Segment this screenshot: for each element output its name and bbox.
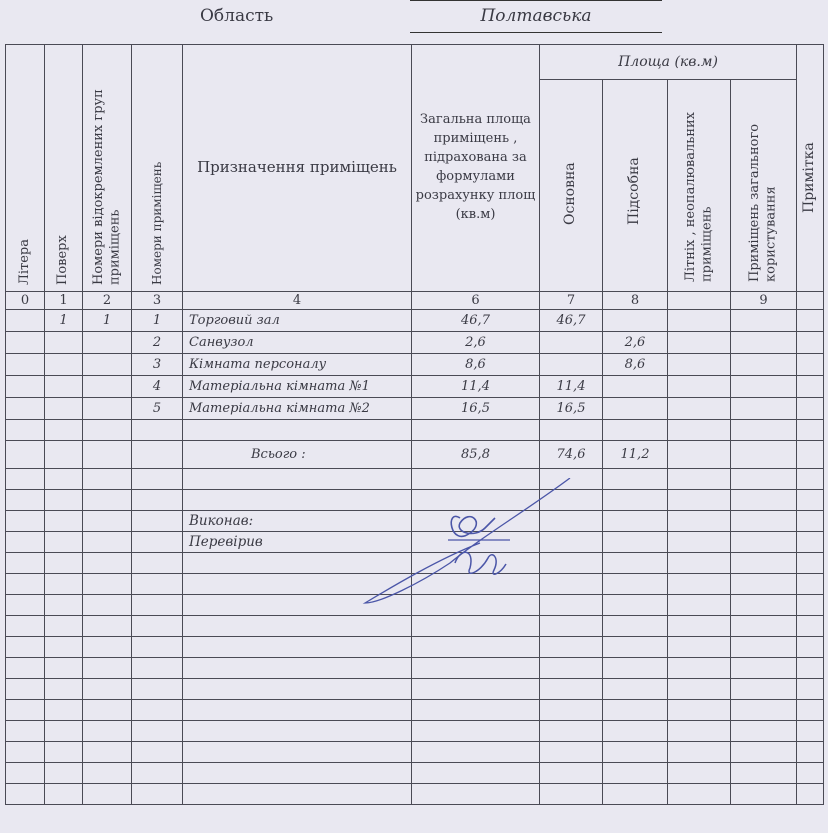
col-room-no-header: Номери приміщень bbox=[132, 45, 183, 292]
totals-main: 74,6 bbox=[540, 441, 603, 469]
cell-common bbox=[731, 398, 797, 420]
cell-aux: 8,6 bbox=[603, 354, 668, 376]
area-table bbox=[5, 44, 824, 805]
col-number: 9 bbox=[731, 292, 797, 310]
cell-total: 16,5 bbox=[412, 398, 540, 420]
col-number: 1 bbox=[45, 292, 83, 310]
cell-aux bbox=[603, 398, 668, 420]
cell-main bbox=[540, 354, 603, 376]
cell-litera bbox=[6, 376, 45, 398]
col-purpose-header: Призначення приміщень bbox=[183, 45, 412, 292]
cell-floor bbox=[45, 376, 83, 398]
cell-floor bbox=[45, 354, 83, 376]
cell-group bbox=[83, 376, 132, 398]
cell-room: 5 bbox=[132, 398, 183, 420]
table-row bbox=[6, 376, 824, 398]
col-number: 6 bbox=[412, 292, 540, 310]
cell-aux bbox=[603, 376, 668, 398]
col-total-area-header: Загальна площа приміщень , підрахована за формулами розрахунку площ (кв.м) bbox=[412, 45, 540, 292]
cell-purpose: Кімната персоналу bbox=[183, 354, 412, 376]
col-number: 0 bbox=[6, 292, 45, 310]
table-row bbox=[6, 616, 824, 637]
cell-main: 46,7 bbox=[540, 310, 603, 332]
cell-litera bbox=[6, 354, 45, 376]
column-number-row bbox=[6, 292, 824, 310]
col-number: 4 bbox=[183, 292, 412, 310]
cell-main bbox=[540, 332, 603, 354]
area-group-header: Площа (кв.м) bbox=[540, 45, 797, 80]
col-number: 2 bbox=[83, 292, 132, 310]
region-topline bbox=[410, 0, 662, 1]
region-label: Область bbox=[200, 6, 274, 26]
cell-note bbox=[797, 398, 824, 420]
table-row bbox=[6, 763, 824, 784]
table-row bbox=[6, 784, 824, 805]
col-litera-header: Літера bbox=[6, 45, 45, 292]
cell-group bbox=[83, 398, 132, 420]
cell-note bbox=[797, 354, 824, 376]
col-aux-header: Підсобна bbox=[603, 79, 668, 291]
cell-total: 2,6 bbox=[412, 332, 540, 354]
col-common-header: Приміщень загального користування bbox=[731, 79, 797, 291]
cell-summer bbox=[668, 310, 731, 332]
col-groups-header: Номери відокремлених груп приміщень bbox=[83, 45, 132, 292]
cell-purpose: Торговий зал bbox=[183, 310, 412, 332]
totals-row bbox=[6, 441, 824, 469]
cell-summer bbox=[668, 398, 731, 420]
cell-room: 3 bbox=[132, 354, 183, 376]
cell-purpose: Санвузол bbox=[183, 332, 412, 354]
cell-common bbox=[731, 332, 797, 354]
cell-summer bbox=[668, 376, 731, 398]
totals-total: 85,8 bbox=[412, 441, 540, 469]
table-row bbox=[6, 354, 824, 376]
table-row bbox=[6, 398, 824, 420]
cell-purpose: Матеріальна кімната №1 bbox=[183, 376, 412, 398]
performed-by-label: Виконав: bbox=[183, 511, 412, 532]
header-row-1 bbox=[6, 45, 824, 80]
cell-summer bbox=[668, 332, 731, 354]
cell-summer bbox=[668, 354, 731, 376]
cell-note bbox=[797, 376, 824, 398]
region-underline bbox=[410, 32, 662, 33]
totals-label: Всього : bbox=[183, 441, 412, 469]
handwritten-signature bbox=[360, 478, 590, 608]
cell-purpose: Матеріальна кімната №2 bbox=[183, 398, 412, 420]
cell-total: 46,7 bbox=[412, 310, 540, 332]
table-row bbox=[6, 310, 824, 332]
col-number: 8 bbox=[603, 292, 668, 310]
cell-group bbox=[83, 332, 132, 354]
cell-common bbox=[731, 376, 797, 398]
cell-main: 11,4 bbox=[540, 376, 603, 398]
table-row bbox=[6, 658, 824, 679]
cell-total: 11,4 bbox=[412, 376, 540, 398]
col-number: 3 bbox=[132, 292, 183, 310]
cell-litera bbox=[6, 398, 45, 420]
col-floor-header: Поверх bbox=[45, 45, 83, 292]
cell-floor bbox=[45, 332, 83, 354]
table-row bbox=[6, 679, 824, 700]
cell-total: 8,6 bbox=[412, 354, 540, 376]
table-row bbox=[6, 420, 824, 441]
cell-litera bbox=[6, 310, 45, 332]
checked-by-label: Перевірив bbox=[183, 532, 412, 553]
table-row bbox=[6, 637, 824, 658]
table-row bbox=[6, 700, 824, 721]
totals-aux: 11,2 bbox=[603, 441, 668, 469]
region-value: Полтавська bbox=[480, 6, 592, 26]
col-number bbox=[668, 292, 731, 310]
col-number: 7 bbox=[540, 292, 603, 310]
cell-floor bbox=[45, 398, 83, 420]
cell-room: 2 bbox=[132, 332, 183, 354]
col-number bbox=[797, 292, 824, 310]
table-row bbox=[6, 721, 824, 742]
col-main-header: Основна bbox=[540, 79, 603, 291]
cell-room: 4 bbox=[132, 376, 183, 398]
cell-note bbox=[797, 310, 824, 332]
cell-common bbox=[731, 354, 797, 376]
cell-litera bbox=[6, 332, 45, 354]
cell-floor: 1 bbox=[45, 310, 83, 332]
cell-group: 1 bbox=[83, 310, 132, 332]
table-row bbox=[6, 332, 824, 354]
table-row bbox=[6, 742, 824, 763]
col-summer-header: Літніх , неопалювальних приміщень bbox=[668, 79, 731, 291]
cell-note bbox=[797, 332, 824, 354]
cell-group bbox=[83, 354, 132, 376]
col-note-header: Примітка bbox=[797, 45, 824, 292]
cell-aux: 2,6 bbox=[603, 332, 668, 354]
cell-room: 1 bbox=[132, 310, 183, 332]
cell-aux bbox=[603, 310, 668, 332]
cell-common bbox=[731, 310, 797, 332]
cell-main: 16,5 bbox=[540, 398, 603, 420]
